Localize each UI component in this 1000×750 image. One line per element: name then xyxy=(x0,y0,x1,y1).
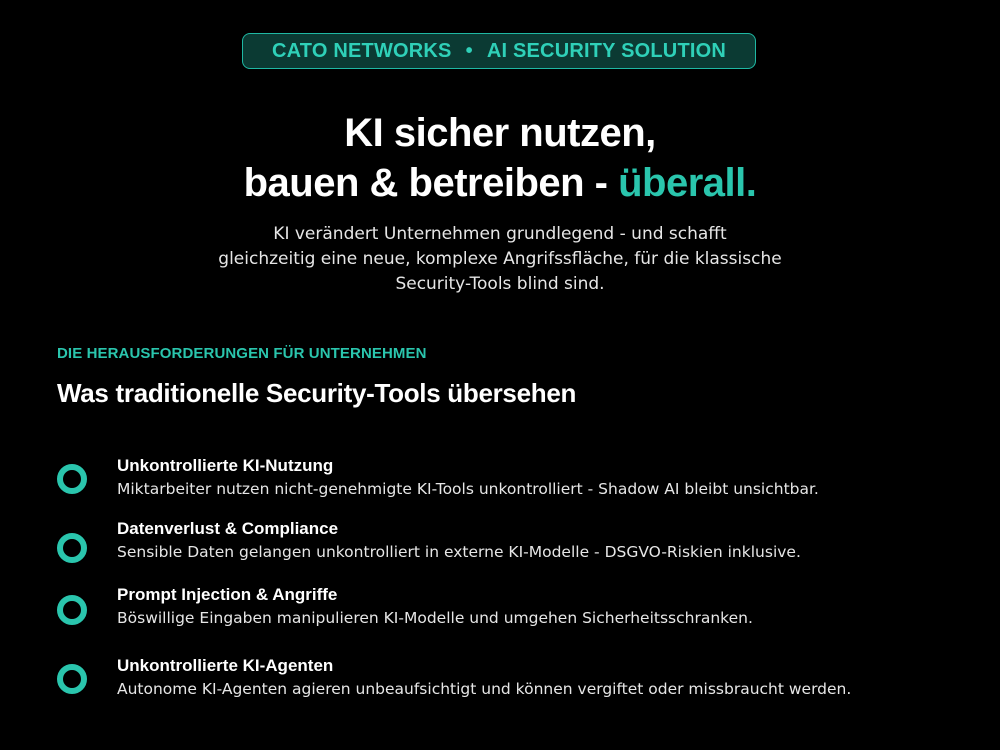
lead-line-2: gleichzeitig eine neue, komplexe Angrifssfläche, für die klassische xyxy=(218,249,782,269)
challenge-description: Sensible Daten gelangen unkontrolliert in externe KI-Modelle - DSGVO-Riskien inklusive. xyxy=(117,543,801,561)
ring-bullet-icon xyxy=(57,464,87,494)
header-badge xyxy=(242,33,756,69)
lead-line-3: Security-Tools blind sind. xyxy=(395,274,605,294)
challenge-description: Autonome KI-Agenten agieren unbeaufsichtigt und können vergiftet oder missbraucht werden. xyxy=(117,680,852,698)
section-eyebrow: DIE HERAUSFORDERUNGEN FÜR UNTERNEHMEN xyxy=(57,345,427,362)
lead-line-1: KI verändert Unternehmen grundlegend - und schafft xyxy=(273,224,727,244)
headline-line-2-prefix: bauen & betreiben - xyxy=(243,161,619,205)
challenge-description: Böswillige Eingaben manipulieren KI-Modelle und umgehen Sicherheitsschranken. xyxy=(117,609,753,627)
section-title: Was traditionelle Security-Tools übersehen xyxy=(57,378,577,408)
headline-line-2 xyxy=(0,158,1000,208)
challenge-description: Miktarbeiter nutzen nicht-genehmigte KI-Tools unkontrolliert - Shadow AI bleibt unsichtbar. xyxy=(117,480,819,498)
ring-bullet-icon xyxy=(57,664,87,694)
badge-company: CATO NETWORKS xyxy=(271,39,452,62)
ring-bullet-icon xyxy=(57,595,87,625)
headline-accent: überall. xyxy=(618,161,757,205)
hero-headline xyxy=(0,108,1000,208)
badge-separator: • xyxy=(465,39,473,62)
headline-line-1: KI sicher nutzen, xyxy=(344,111,656,155)
challenge-title: Unkontrollierte KI-Nutzung xyxy=(117,456,334,475)
challenge-title: Prompt Injection & Angriffe xyxy=(117,585,338,604)
ring-bullet-icon xyxy=(57,533,87,563)
challenge-title: Unkontrollierte KI-Agenten xyxy=(117,656,334,675)
badge-label: AI SECURITY SOLUTION xyxy=(486,39,727,62)
hero-lead-text xyxy=(150,222,850,297)
challenge-title: Datenverlust & Compliance xyxy=(117,519,339,538)
